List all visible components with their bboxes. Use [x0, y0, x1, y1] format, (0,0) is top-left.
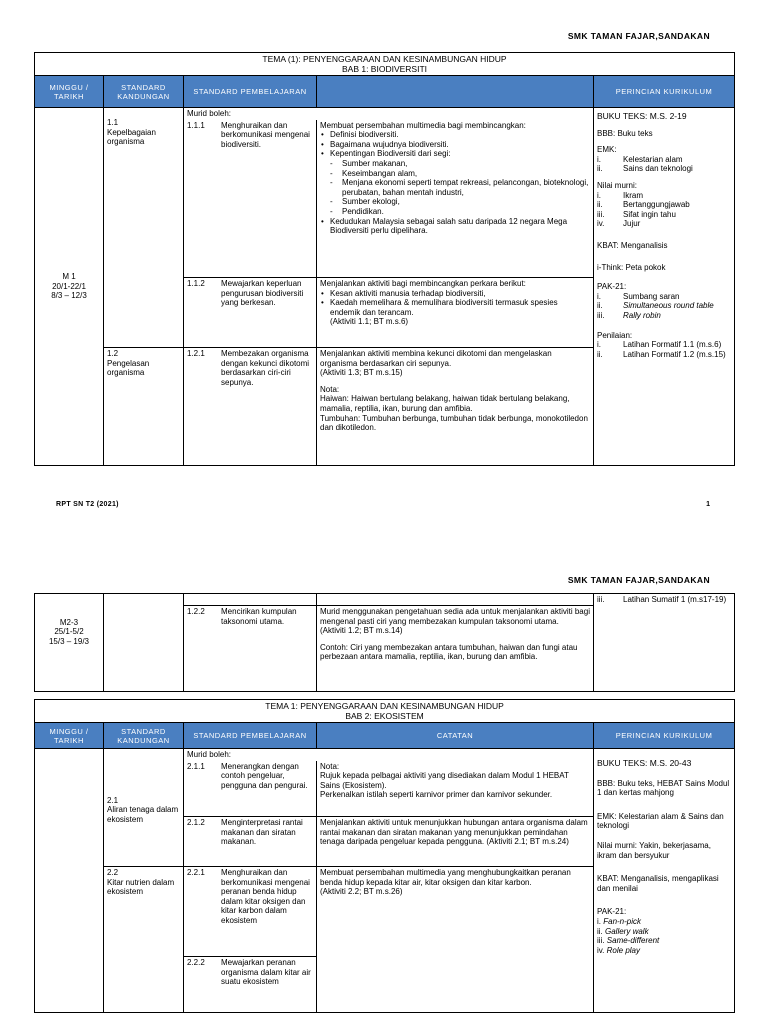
list-item: • Kaedah memelihara & memulihara biodiversiti termasuk spesies endemik dan terancam. [330, 298, 590, 317]
nota-line: Rujuk kepada pelbagai aktiviti yang disediakan dalam Modul 1 HEBAT Sains (Ekosistem). [320, 771, 569, 790]
sp-text: Menghuraikan dan berkomunikasi mengenai biodiversiti. [221, 120, 310, 149]
list-item [597, 946, 731, 956]
sp-1-1-1 [184, 120, 317, 278]
sp-text: Menginterpretasi rantai makanan dan siratan makanan. [221, 818, 303, 847]
list-item [597, 917, 731, 927]
list-item: - Pendidikan. [342, 207, 590, 217]
sp-text: Menghuraikan dan berkomunikasi mengenai peranan benda hidup dalam kitar oksigen dan kitar karbon dalam ekosistem [221, 868, 310, 926]
header-standard-kandungan: STANDARD KANDUNGAN [104, 76, 184, 108]
list-number: ii. [597, 301, 603, 311]
sp-1-2-2 [184, 606, 317, 692]
sp-code: 1.2.1 [187, 349, 205, 359]
emk: EMK: Kelestarian alam & Sains dan teknologi [597, 811, 724, 831]
emk-label: EMK: [597, 145, 617, 155]
list-text: Role play [606, 945, 640, 955]
murid-boleh: Murid boleh: [184, 749, 594, 761]
sp-text: Mewajarkan keperluan pengurusan biodiversiti yang berkesan. [221, 279, 304, 308]
sk-code: 2.2 [107, 868, 119, 878]
chapter-subtitle: BAB 1: BIODIVERSITI [341, 64, 428, 74]
list-item [597, 311, 731, 321]
chapter-title [35, 700, 735, 723]
pak21-list [597, 292, 731, 321]
blank-cell [35, 594, 104, 606]
buku-teks: BUKU TEKS: M.S. 20-43 [597, 758, 692, 768]
perincian-kurikulum [594, 108, 735, 466]
sk-text: Kitar nutrien dalam ekosistem [107, 877, 175, 897]
list-text: Sifat ingin tahu [623, 209, 676, 219]
list-text: Kelestarian alam [623, 154, 683, 164]
sp-code: 1.2.2 [187, 607, 205, 616]
catatan-2-2 [317, 867, 594, 1013]
list-item: • Kesan aktiviti manusia terhadap biodiversiti, [330, 289, 590, 299]
list-text: Simultaneous round table [623, 301, 714, 311]
sp-text: Mencirikan kumpulan taksonomi utama. [221, 607, 297, 626]
activity-intro: Membuat persembahan multimedia bagi membincangkan: [320, 120, 526, 130]
sp-1-2-1 [184, 348, 317, 466]
list-item: - Sumber ekologi, [342, 197, 590, 207]
contoh: Contoh: Ciri yang membezakan antara tumbuhan, haiwan dan fungi atau perbezaan antara mamalia, reptilia, ikan, burung dan amfibia. [320, 642, 578, 662]
sp-2-1-1 [184, 761, 317, 817]
murid-boleh: Murid boleh: [184, 108, 594, 120]
list-number: iv. [597, 219, 605, 229]
catatan-1-2-2 [317, 606, 594, 692]
catatan-1-1-2 [317, 278, 594, 348]
nota-label: Nota: [320, 761, 340, 771]
list-number: iii. [597, 936, 607, 946]
list-text: Ikram [623, 190, 643, 200]
week-cell [35, 606, 104, 692]
sk-2-1 [104, 749, 184, 867]
list-item [597, 292, 731, 302]
footer-doc-code: RPT SN T2 (2021) [56, 501, 119, 508]
sk-1-2 [104, 348, 184, 466]
chapter-subtitle: BAB 2: EKOSISTEM [345, 711, 424, 721]
list-number: i. [597, 340, 601, 350]
list-item: - Keseimbangan alam, [342, 169, 590, 179]
sp-text: Mewajarkan peranan organisma dalam kitar air suatu ekosistem [221, 958, 311, 987]
sk-2-2 [104, 867, 184, 1013]
sk-code: 1.2 [107, 349, 119, 359]
list-item [597, 155, 731, 165]
week-date-2: 15/3 – 19/3 [48, 636, 90, 646]
sk-code: 2.1 [107, 795, 119, 805]
list-number: ii. [597, 349, 603, 359]
sp-2-2-1 [184, 867, 317, 957]
perincian-continued [594, 594, 735, 692]
catatan-2-1-2: Menjalankan aktiviti untuk menunjukkan hubungan antara organisma dalam rantai makanan dan siratan makanan yang menunjukkan pemindahan tenaga daripada pengeluar kepada pengguna. (Aktiviti 2.1; BT m.s.24) [317, 817, 594, 867]
week-cell [35, 108, 104, 466]
list-number: ii. [597, 926, 605, 936]
list-text: Sumbang saran [623, 291, 680, 301]
list-item [597, 210, 731, 220]
activity-intro: Menjalankan aktiviti membina kekunci dikotomi dan mengelaskan organisma berdasarkan ciri sepunya. [320, 349, 552, 368]
pak21-list [597, 917, 731, 955]
activity-intro: Murid menggunakan pengetahuan sedia ada untuk menjalankan aktiviti bagi mengenal pasti ciri yang membezakan kumpulan taksonomi utama. [320, 607, 590, 626]
sp-1-1-2 [184, 278, 317, 348]
theme-title: TEMA 1: PENYENGGARAAN DAN KESINAMBUNGAN HIDUP [265, 701, 504, 711]
pak21-label: PAK-21: [597, 907, 627, 917]
bbb: BBB: Buku teks, HEBAT Sains Modul 1 dan kertas mahjong [597, 778, 730, 798]
list-text: Jujur [623, 219, 641, 229]
buku-teks: BUKU TEKS: M.S. 2-19 [597, 111, 687, 121]
list-text: Latihan Formatif 1.1 (m.s.6) [623, 340, 722, 350]
activity-ref: (Aktiviti 2.2; BT m.s.26) [320, 887, 403, 897]
nilai-murni-label: Nilai murni: [597, 180, 638, 190]
list-text: Rally robin [623, 310, 661, 320]
sk-1-1 [104, 108, 184, 348]
blank-cell [317, 594, 594, 606]
page-2 [0, 512, 768, 1024]
header-standard-pembelajaran: STANDARD PEMBELAJARAN [184, 76, 317, 108]
list-text: Bertanggungjawab [623, 200, 690, 210]
activity-ref: (Aktiviti 1.2; BT m.s.14) [320, 626, 403, 636]
header-catatan [317, 76, 594, 108]
nilai-list [597, 191, 731, 229]
header-minggu: MINGGU / TARIKH [35, 76, 104, 108]
header-standard-kandungan: STANDARD KANDUNGAN [104, 723, 184, 749]
list-text: Latihan Formatif 1.2 (m.s.15) [623, 349, 726, 359]
week-date-1: 25/1-5/2 [54, 627, 84, 637]
list-number: iii. [597, 209, 605, 219]
sp-code: 2.1.1 [187, 761, 205, 771]
list-item: • Kedudukan Malaysia sebagai salah satu daripada 12 negara Mega Biodiversiti perlu dipelihara. [330, 217, 590, 236]
list-number: ii. [597, 164, 603, 174]
latihan-sumatif: Latihan Sumatif 1 (m.s17-19) [623, 595, 727, 604]
list-item: • Definisi biodiversiti. [330, 130, 590, 140]
sp-2-1-2 [184, 817, 317, 867]
chapter-title [35, 53, 735, 76]
list-text: Fan-n-pick [603, 916, 642, 926]
perincian-kurikulum [594, 749, 735, 1013]
theme-title: TEMA (1): PENYENGGARAAN DAN KESINAMBUNGAN HIDUP [262, 54, 507, 64]
week-label: M2-3 [59, 617, 79, 627]
list-item: - Menjana ekonomi seperti tempat rekreasi, pelancongan, bioteknologi, perubatan, bahan mentah industri, [342, 178, 590, 197]
nota-haiwan: Haiwan: Haiwan bertulang belakang, haiwan tidak bertulang belakang, mamalia, reptilia, ikan, burung dan amfibia. [320, 394, 570, 414]
list-text: Same-different [606, 936, 660, 946]
emk-list [597, 155, 731, 174]
table-header [35, 76, 735, 108]
activity-intro: Membuat persembahan multimedia yang menghubungkaitkan peranan benda hidup kepada kitar air, kitar oksigen dan kitar karbon. [320, 868, 571, 887]
header-perincian: PERINCIAN KURIKULUM [594, 76, 735, 108]
nota-label: Nota: [320, 384, 340, 394]
bbb: BBB: Buku teks [597, 128, 653, 138]
catatan-2-1-1 [317, 761, 594, 817]
rpt-table-bab2 [34, 699, 735, 1013]
rpt-table-bab1-continued [34, 593, 735, 692]
list-text: Sains dan teknologi [623, 164, 693, 174]
kbat: KBAT: Menganalisis, mengaplikasi dan menilai [597, 874, 719, 893]
sp-text: Menerangkan dengan contoh pengeluar, pengguna dan pengurai. [221, 761, 308, 790]
list-number: iii. [597, 595, 605, 604]
list-number: i. [597, 190, 601, 200]
list-item [597, 927, 731, 937]
blank-cell [104, 594, 184, 692]
list-text: Gallery walk [605, 926, 649, 936]
rpt-table-bab1 [34, 52, 735, 466]
sp-code: 1.1.1 [187, 120, 205, 130]
list-number: i. [597, 291, 601, 301]
penilaian-label: Penilaian: [597, 330, 633, 340]
list-item [597, 340, 731, 350]
table-header [35, 723, 735, 749]
catatan-1-2-1 [317, 348, 594, 466]
list-number: i. [597, 154, 601, 164]
sk-text: Kepelbagaian organisma [107, 127, 156, 147]
list-number: i. [597, 916, 604, 926]
header-standard-pembelajaran: STANDARD PEMBELAJARAN [184, 723, 317, 749]
list-item: - Sumber makanan, [342, 159, 590, 169]
kbat: KBAT: Menganalisis [597, 240, 668, 250]
list-item: • Kepentingan Biodiversiti dari segi: [330, 149, 590, 159]
list-item: • Bagaimana wujudnya biodiversiti. [330, 140, 590, 150]
blank-cell [184, 594, 317, 606]
sp-code: 2.1.2 [187, 818, 205, 828]
sk-code: 1.1 [107, 118, 119, 127]
sk-text: Pengelasan organisma [107, 358, 150, 378]
list-item [597, 191, 731, 201]
header-perincian: PERINCIAN KURIKULUM [594, 723, 735, 749]
sp-code: 2.2.1 [187, 868, 205, 878]
school-name: SMK TAMAN FAJAR,SANDAKAN [567, 31, 710, 41]
sk-text: Aliran tenaga dalam ekosistem [107, 805, 179, 824]
sp-code: 2.2.2 [187, 958, 205, 968]
list-number: iii. [597, 310, 605, 320]
catatan-1-1-1 [317, 120, 594, 278]
list-item [597, 219, 731, 229]
pak21-label: PAK-21: [597, 282, 627, 292]
week-date-1: 20/1-22/1 [52, 281, 86, 291]
sp-code: 1.1.2 [187, 279, 205, 289]
week-cell [35, 749, 104, 1013]
sp-text: Membezakan organisma dengan kekunci dikotomi berdasarkan ciri-ciri sepunya. [221, 349, 310, 387]
list-number: ii. [597, 200, 603, 210]
list-item [597, 164, 731, 174]
nota-line: Perkenalkan istilah seperti karnivor primer dan karnivor sekunder. [320, 790, 553, 800]
nota-tumbuhan: Tumbuhan: Tumbuhan berbunga, tumbuhan tidak berbunga, monokotiledon dan dikotiledon. [320, 413, 588, 433]
nilai-murni: Nilai murni: Yakin, bekerjasama, ikram dan bersyukur [597, 840, 711, 860]
i-think: i-Think: Peta pokok [597, 262, 666, 272]
list-number: iv. [597, 945, 607, 955]
header-minggu: MINGGU / TARIKH [35, 723, 104, 749]
list-item [597, 200, 731, 210]
school-name: SMK TAMAN FAJAR,SANDAKAN [567, 575, 710, 585]
activity-ref: (Aktiviti 1.1; BT m.s.6) [330, 317, 409, 327]
list-item [597, 936, 731, 946]
week-date-2: 8/3 – 12/3 [51, 291, 87, 301]
activity-intro: Menjalankan aktiviti bagi membincangkan perkara berikut: [320, 279, 526, 289]
activity-ref: (Aktiviti 1.3; BT m.s.15) [320, 368, 403, 378]
sp-2-2-2 [184, 957, 317, 1013]
week-label: M 1 [62, 272, 76, 282]
penilaian-list [597, 340, 731, 359]
list-item [597, 350, 731, 360]
header-catatan: CATATAN [317, 723, 594, 749]
list-item [597, 301, 731, 311]
footer-page-number: 1 [706, 501, 710, 508]
